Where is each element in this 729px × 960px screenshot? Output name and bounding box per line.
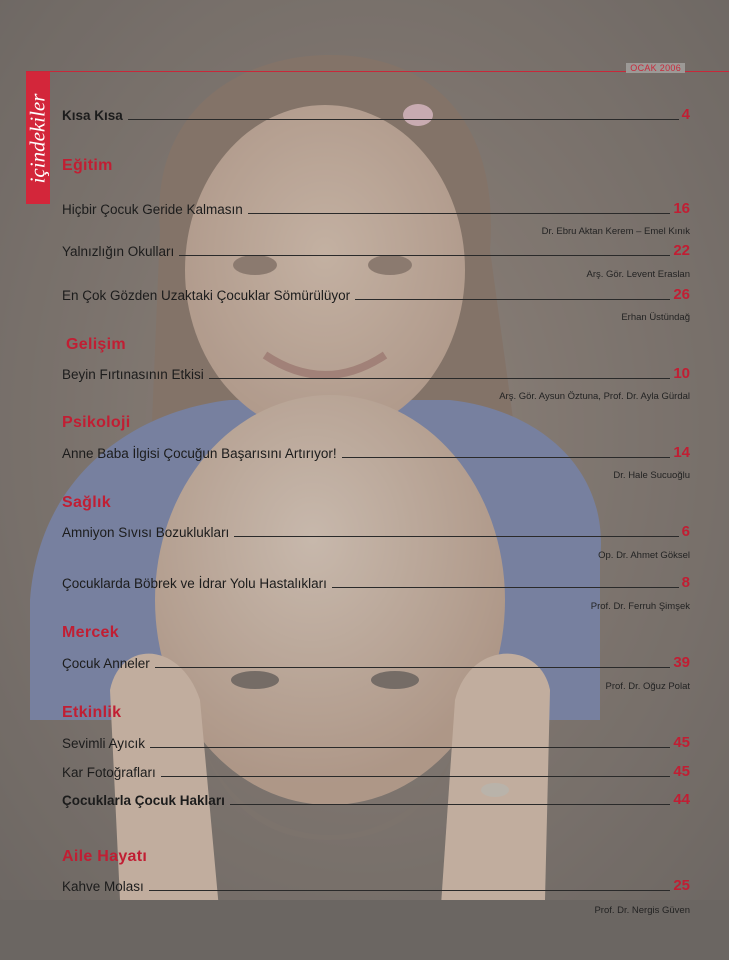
leader-line <box>342 457 671 458</box>
toc-entry[interactable] <box>62 761 690 781</box>
toc-entry[interactable] <box>62 442 690 462</box>
entry-page: 44 <box>673 791 690 808</box>
entry-author: Dr. Hale Sucuoğlu <box>613 470 690 481</box>
entry-title: Çocuk Anneler <box>62 656 150 671</box>
entry-page: 6 <box>681 523 690 540</box>
entry-title: Sevimli Ayıcık <box>62 736 146 751</box>
leader-line <box>355 299 670 300</box>
section-psikoloji: Psikoloji <box>62 414 131 431</box>
leader-line <box>149 890 671 891</box>
toc-entry[interactable] <box>62 104 690 124</box>
entry-title: Hiçbir Çocuk Geride Kalmasın <box>62 202 243 217</box>
toc-entry[interactable] <box>62 284 690 304</box>
leader-line <box>150 747 670 748</box>
entry-author: Prof. Dr. Oğuz Polat <box>605 681 690 692</box>
toc-entry[interactable] <box>62 198 690 218</box>
entry-title: Çocuklarla Çocuk Hakları <box>62 793 225 808</box>
leader-line <box>248 213 670 214</box>
leader-line <box>209 378 671 379</box>
issue-date: OCAK 2006 <box>626 63 685 73</box>
entry-author: Dr. Ebru Aktan Kerem – Emel Kınık <box>541 226 690 237</box>
toc-entry[interactable] <box>62 521 690 541</box>
entry-page: 45 <box>673 763 690 780</box>
contents-tab <box>26 72 50 204</box>
toc-entry[interactable] <box>62 363 690 383</box>
entry-title: Anne Baba İlgisi Çocuğun Başarısını Artırıyor! <box>62 446 337 461</box>
toc-entry[interactable] <box>62 652 690 672</box>
entry-title: Kahve Molası <box>62 879 144 894</box>
entry-title: Çocuklarda Böbrek ve İdrar Yolu Hastalıkları <box>62 576 327 591</box>
entry-page: 14 <box>673 444 690 461</box>
entry-title: Yalnızlığın Okulları <box>62 244 175 259</box>
section-etkinlik: Etkinlik <box>62 704 122 721</box>
entry-page: 10 <box>673 365 690 382</box>
section-aile-hayati: Aile Hayatı <box>62 848 148 865</box>
entry-page: 45 <box>673 734 690 751</box>
entry-title: Kısa Kısa <box>62 108 123 123</box>
entry-title: Kar Fotoğrafları <box>62 765 156 780</box>
entry-author: Prof. Dr. Ferruh Şimşek <box>590 601 690 612</box>
section-gelisim: Gelişim <box>66 336 126 353</box>
toc-entry[interactable] <box>62 572 690 592</box>
leader-line <box>128 119 679 120</box>
leader-line <box>332 587 679 588</box>
leader-line <box>179 255 670 256</box>
entry-author: Erhan Üstündağ <box>621 312 690 323</box>
toc-entry[interactable] <box>62 732 690 752</box>
entry-author: Arş. Gör. Levent Eraslan <box>586 269 690 280</box>
entry-title: Beyin Fırtınasının Etkisi <box>62 367 204 382</box>
header-rule <box>26 71 729 72</box>
toc-entry[interactable] <box>62 875 690 895</box>
leader-line <box>155 667 671 668</box>
entry-page: 16 <box>673 200 690 217</box>
toc-entry[interactable] <box>62 240 690 260</box>
leader-line <box>234 536 678 537</box>
section-mercek: Mercek <box>62 624 119 641</box>
entry-title: Amniyon Sıvısı Bozuklukları <box>62 525 230 540</box>
leader-line <box>230 804 670 805</box>
entry-page: 25 <box>673 877 690 894</box>
section-egitim: Eğitim <box>62 157 113 174</box>
entry-author: Op. Dr. Ahmet Göksel <box>598 550 690 561</box>
section-saglik: Sağlık <box>62 494 111 511</box>
entry-title: En Çok Gözden Uzaktaki Çocuklar Sömürülüyor <box>62 288 351 303</box>
entry-page: 39 <box>673 654 690 671</box>
entry-page: 4 <box>681 106 690 123</box>
entry-page: 22 <box>673 242 690 259</box>
contents-tab-label: içindekiler <box>25 93 50 183</box>
toc-entry[interactable] <box>62 789 690 809</box>
leader-line <box>161 776 671 777</box>
entry-author: Prof. Dr. Nergis Güven <box>594 905 690 916</box>
entry-page: 8 <box>681 574 690 591</box>
entry-author: Arş. Gör. Aysun Öztuna, Prof. Dr. Ayla Gürdal <box>499 391 690 402</box>
entry-page: 26 <box>673 286 690 303</box>
